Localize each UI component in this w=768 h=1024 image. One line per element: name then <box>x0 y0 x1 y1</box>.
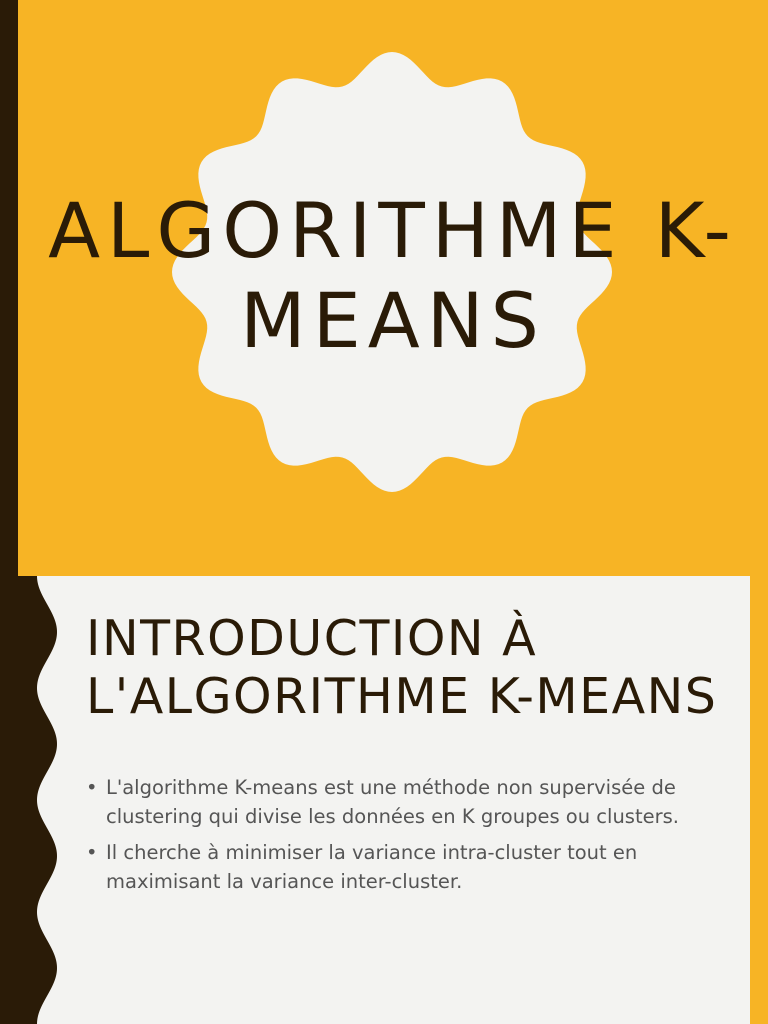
wavy-left-border <box>0 576 60 1024</box>
intro-slide <box>0 576 768 1024</box>
bullet-text: Il cherche à minimiser la variance intra-cluster tout en maximisant la variance inter-cluster. <box>106 841 638 893</box>
bullet-text: L'algorithme K-means est une méthode non supervisée de clustering qui divise les données en K groupes ou clusters. <box>106 776 679 828</box>
bullet-list <box>86 774 711 904</box>
left-accent-bar <box>0 0 18 576</box>
slide-title: ALGORITHME K-MEANS <box>48 186 738 365</box>
section-title: INTRODUCTION À L'ALGORITHME K-MEANS <box>86 610 718 725</box>
bullet-dot: • <box>86 841 98 864</box>
bullet-item <box>86 774 711 831</box>
bullet-dot: • <box>86 776 98 799</box>
bullet-item <box>86 839 711 896</box>
content-panel <box>0 576 750 1024</box>
